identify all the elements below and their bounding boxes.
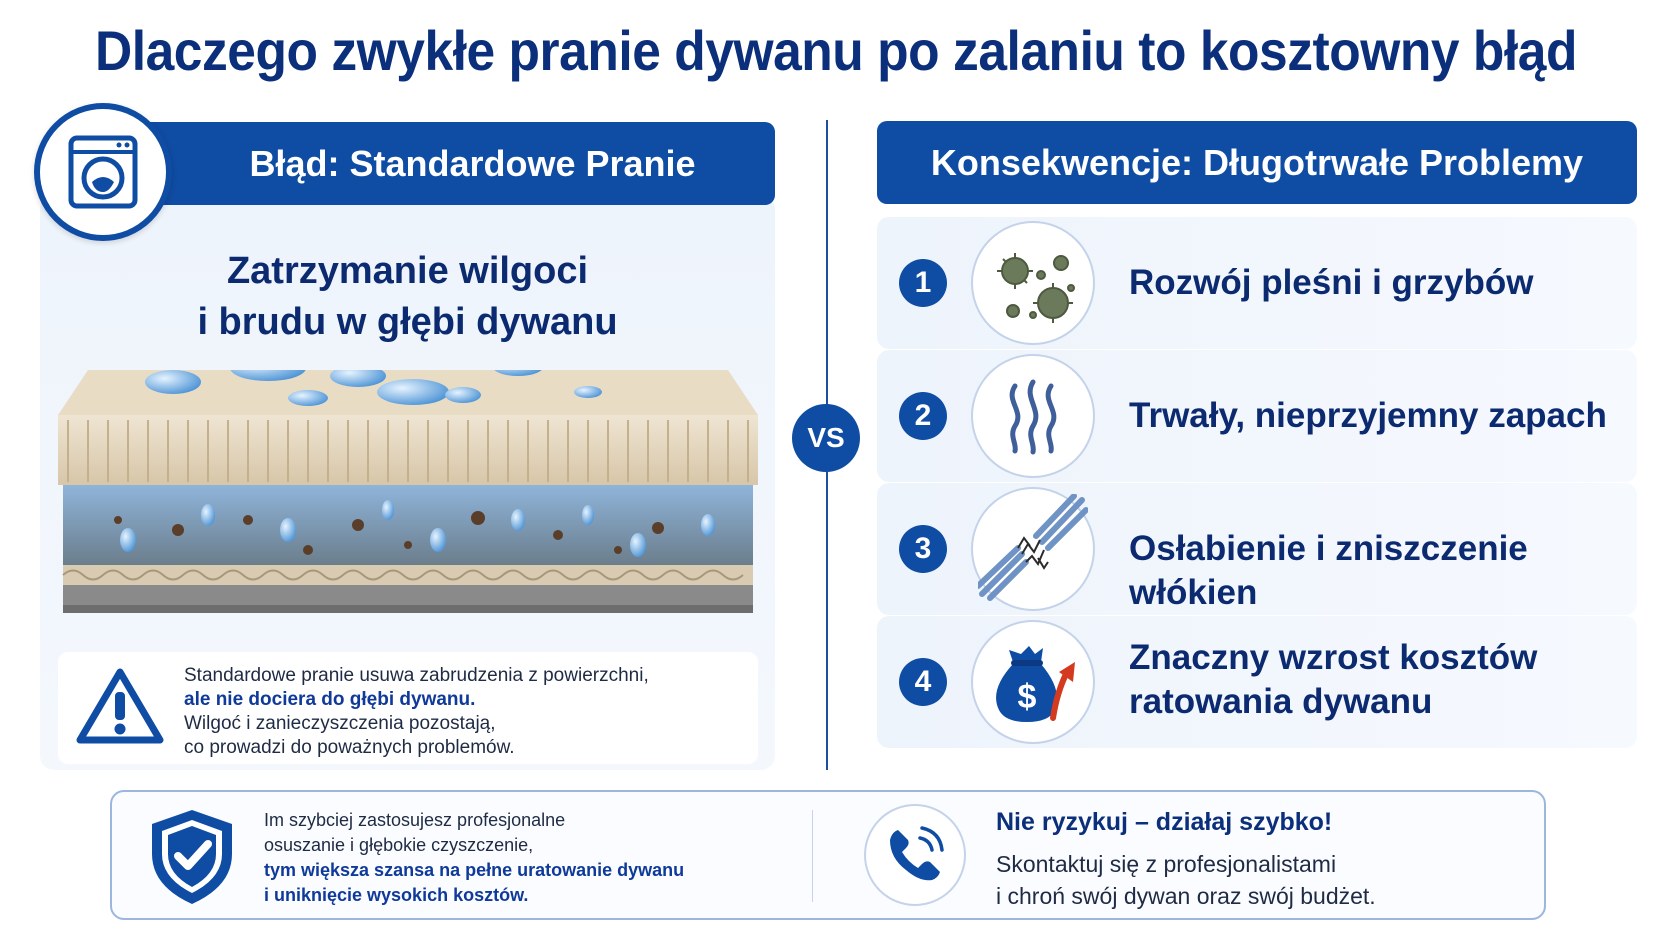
left-header: Błąd: Standardowe Pranie	[110, 122, 775, 205]
consequence-number-2: 2	[899, 392, 947, 440]
left-subtitle	[40, 246, 775, 348]
consequence-text-3: Osłabienie i zniszczenie włókien	[1129, 529, 1528, 612]
bottom-right-text	[996, 848, 1376, 912]
bottom-right-line2: i chroń swój dywan oraz swój budżet.	[996, 883, 1376, 909]
consequence-text-1: Rozwój pleśni i grzybów	[1129, 263, 1534, 302]
bottom-right-line1: Skontaktuj się z profesjonalistami	[996, 851, 1337, 877]
consequence-number-4: 4	[899, 658, 947, 706]
warning-line2: ale nie dociera do głębi dywanu.	[184, 689, 476, 710]
warning-icon	[76, 666, 164, 751]
shield-check-icon	[146, 806, 238, 913]
consequence-text-4	[1129, 636, 1537, 724]
consequence-text-2: Trwały, nieprzyjemny zapach	[1129, 396, 1607, 435]
consequence-text-4-line2: ratowania dywanu	[1129, 682, 1433, 721]
consequence-number-3: 3	[899, 525, 947, 573]
damaged-fiber-icon	[971, 487, 1095, 611]
phone-icon	[864, 804, 966, 906]
mold-spores-icon	[971, 221, 1095, 345]
left-subtitle-line2: i brudu w głębi dywanu	[197, 301, 618, 343]
money-bag-rising-icon	[971, 620, 1095, 744]
consequence-number-1: 1	[899, 259, 947, 307]
warning-box	[58, 652, 758, 764]
carpet-cross-section-illustration	[58, 370, 758, 630]
right-header: Konsekwencje: Długotrwałe Problemy	[877, 121, 1637, 204]
odor-waves-icon	[971, 354, 1095, 478]
svg-text:$: $	[1017, 678, 1037, 716]
warning-line1: Standardowe pranie usuwa zabrudzenia z powierzchni,	[184, 665, 649, 686]
left-subtitle-line1: Zatrzymanie wilgoci	[226, 250, 589, 292]
consequence-item-3	[877, 483, 1637, 615]
bottom-left-line2: osuszanie i głębokie czyszczenie,	[264, 835, 534, 855]
bottom-right-title: Nie ryzykuj – działaj szybko!	[996, 808, 1333, 836]
consequence-item-1	[877, 217, 1637, 349]
washing-machine-icon	[34, 103, 172, 241]
consequence-item-4	[877, 616, 1637, 748]
warning-text	[184, 664, 649, 760]
warning-line4: co prowadzi do poważnych problemów.	[184, 737, 515, 758]
bottom-left-line3: tym większa szansa na pełne uratowanie dywanu	[264, 860, 685, 880]
bottom-divider	[812, 810, 813, 902]
consequence-item-2	[877, 350, 1637, 482]
bottom-left-text	[264, 808, 684, 908]
vs-badge: VS	[792, 404, 860, 472]
bottom-left-line4: i uniknięcie wysokich kosztów.	[264, 885, 529, 905]
warning-line3: Wilgoć i zanieczyszczenia pozostają,	[184, 713, 496, 734]
consequence-text-4-line1: Znaczny wzrost kosztów	[1129, 638, 1538, 677]
bottom-call-to-action	[110, 790, 1546, 920]
bottom-left-line1: Im szybciej zastosujesz profesjonalne	[264, 810, 566, 830]
page-title: Dlaczego zwykłe pranie dywanu po zalaniu to kosztowny błąd	[94, 19, 1577, 82]
